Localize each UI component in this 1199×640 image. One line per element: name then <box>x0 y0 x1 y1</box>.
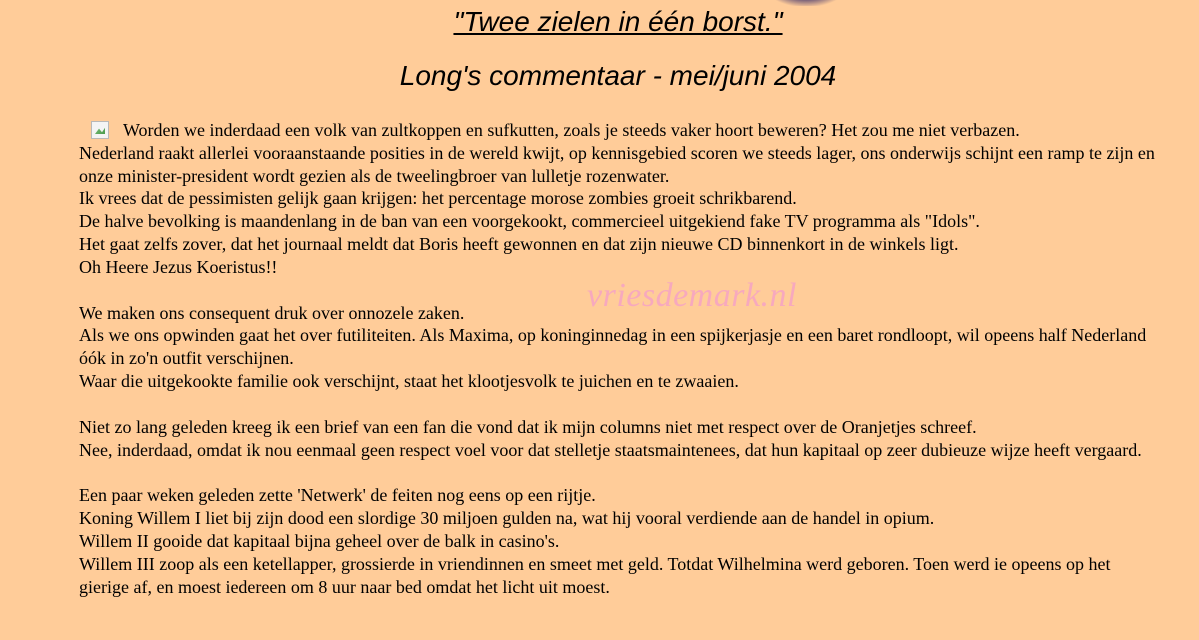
page-title <box>0 2 1199 42</box>
paragraph-gap <box>79 461 1161 484</box>
text-line: Nederland raakt allerlei vooraanstaande posities in de wereld kwijt, op kennisgebied scoren we steeds lager, ons onderwijs schijnt een ramp te zijn en onze minister-president wordt gezien als de tweelingbroer van lulletje rozenwater. <box>79 142 1155 186</box>
article-body <box>79 119 1161 598</box>
text-line: De halve bevolking is maandenlang in de ban van een voorgekookt, commercieel uitgekiend fake TV programma als "Idols". <box>79 211 980 232</box>
text-line: Als we ons opwinden gaat het over futiliteiten. Als Maxima, op koninginnedag in een spijkerjasje en een baret rondloopt, wil opeens half Nederland óók in zo'n outfit verschijnen. <box>79 325 1147 369</box>
text-line: Willem III zoop als een ketellapper, grossierde in vriendinnen en smeet met geld. Totdat Wilhelmina werd geboren. Toen werd ie opeens op het gierige af, en moest iedereen om 8 uur naar bed omdat het licht uit moest. <box>79 553 1111 597</box>
broken-image-icon <box>91 121 109 139</box>
paragraph-3 <box>79 416 1161 462</box>
text-line: Waar die uitgekookte familie ook verschijnt, staat het klootjesvolk te juichen en te zwaaien. <box>79 370 739 391</box>
text-line: Koning Willem I liet bij zijn dood een slordige 30 miljoen gulden na, wat hij vooral verdiende aan de handel in opium. <box>79 508 935 529</box>
text-line: Ik vrees dat de pessimisten gelijk gaan krijgen: het percentage morose zombies groeit schrikbarend. <box>79 188 797 209</box>
text-line: Worden we inderdaad een volk van zultkoppen en sufkutten, zoals je steeds vaker hoort beweren? Het zou me niet verbazen. <box>123 120 1020 140</box>
paragraph-2 <box>79 302 1161 393</box>
watermark: vriesdemark.nl <box>587 277 798 314</box>
text-line: Willem II gooide dat kapitaal bijna geheel over de balk in casino's. <box>79 530 560 551</box>
paragraph-4 <box>79 484 1161 598</box>
text-line: We maken ons consequent druk over onnozele zaken. <box>79 302 465 323</box>
text-line: Nee, inderdaad, omdat ik nou eenmaal geen respect voel voor dat stelletje staatsmaintenees, dat hun kapitaal op zeer dubieuze wijze heeft vergaard. <box>79 439 1142 460</box>
text-line: Oh Heere Jezus Koeristus!! <box>79 256 278 277</box>
page-title-text: "Twee zielen in één borst." <box>453 6 783 37</box>
text-line: Een paar weken geleden zette 'Netwerk' de feiten nog eens op een rijtje. <box>79 485 596 506</box>
paragraph-1 <box>79 119 1161 279</box>
text-line: Het gaat zelfs zover, dat het journaal meldt dat Boris heeft gewonnen en dat zijn nieuwe CD binnenkort in de winkels ligt. <box>79 233 959 254</box>
page-subtitle: Long's commentaar - mei/juni 2004 <box>399 60 837 91</box>
text-line: Niet zo lang geleden kreeg ik een brief van een fan die vond dat ik mijn columns niet met respect over de Oranjetjes schreef. <box>79 416 977 437</box>
paragraph-gap <box>79 393 1161 416</box>
